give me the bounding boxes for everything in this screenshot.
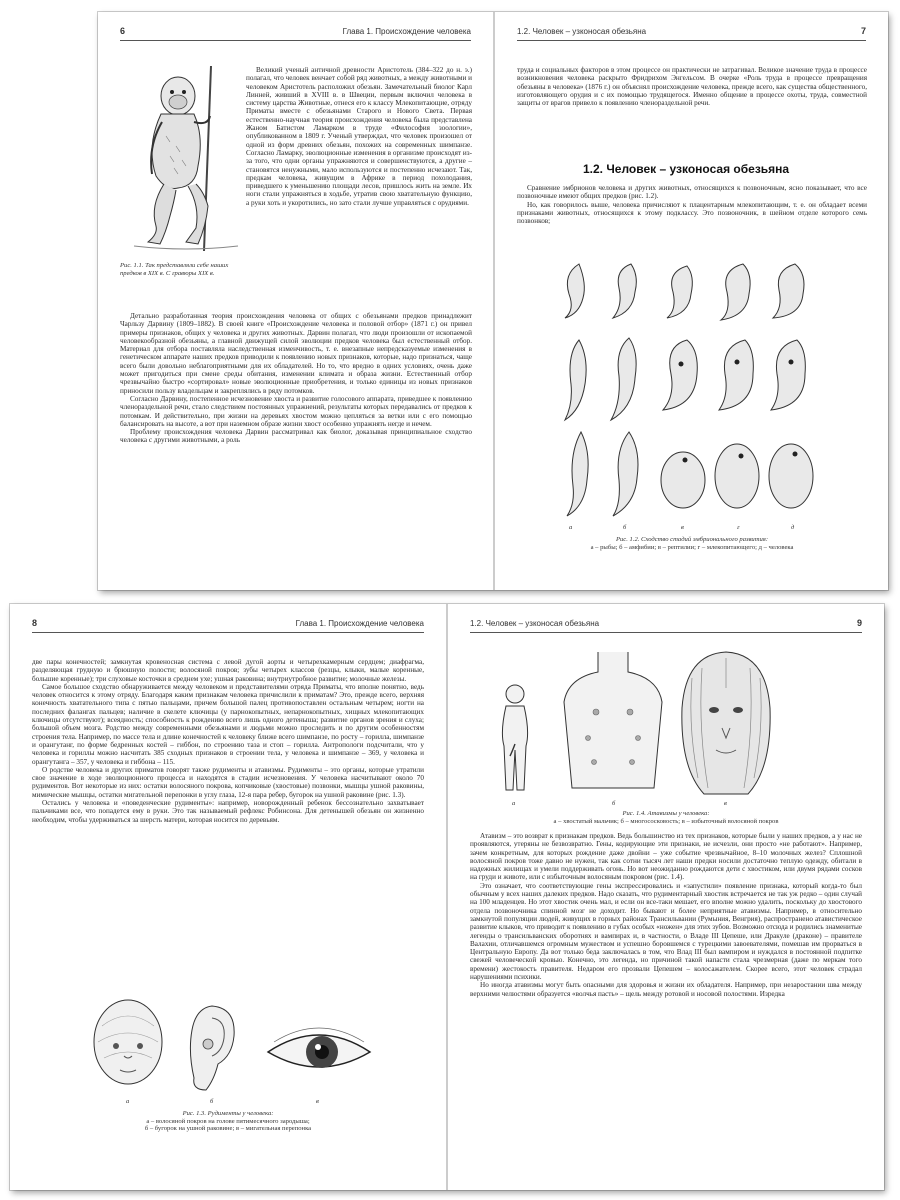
fig4-label-b: б <box>612 800 616 807</box>
page6-paragraph-1: Великий ученый античной древности Аристотель (384–322 до н. э.) полагал, что человек венчает собой ряд животных, а между животными и человеком Аристотель расположил обезьян. Замечательный биолог Карл Линней, живший в XVIII в. в Швеции, первым включил человека в систему царства Животные, отнеся его к классу Млекопитающие, отряду Приматы вместе с обезьянами Старого и Нового Света. Первая естественно-научная теория происхождения человека была представлена Жаном Батистом Ламарком в труде «Философия зоологии», опубликованном в 1809 г. Ученый утверждал, что человек произошел от одной из форм древних обезьян, похожих на современных шимпанзе. Согласно Ламарку, эволюционные изменения в организме происходят из-за того, что одни органы упражняются и совершенствуются, а другие – становятся ненужными, мало используются и постепенно исчезают. Так, предкам человека, живущим в Африке в период похолодания, приведшего к уменьшению площади лесов, пришлось жить на земле. Их ноги стали упражняться в ходьбе, утратив свою хватательную функцию, а руки хоть и укоротились, но зато стали лучше управляться с орудиями. <box>246 66 472 207</box>
book-spread-pages-6-7 <box>98 12 888 590</box>
fig2-label-g: г <box>737 524 740 531</box>
page-8 <box>10 604 446 1190</box>
fig2-label-v: в <box>681 524 684 531</box>
page-header <box>120 26 471 41</box>
paragraph: две пары конечностей; замкнутая кровеносная система с левой дугой аорты и четырехкамерным сердцем; диафрагма, разделяющая грудную и брюшную полости; волосяной покров; зубы четырех классов (резцы, клыки, малые коренные, большие коренные); три слуховые косточки в среднем ухе; ушная раковина; внутриутробное развитие; молочные железы. <box>32 658 424 683</box>
paragraph: Но иногда атавизмы могут быть опасными для здоровья и жизни их обладателя. Например, при незаростании шва между верхними челюстями образуется «волчья пасть» – щель между ротовой и носовой полостями. Изредка <box>470 981 862 998</box>
fig2-caption: Рис. 1.2. Сходство стадий эмбрионального развития: а – рыбы; б – амфибии; в – рептилии; г – млекопитающего; д – человека <box>590 536 794 551</box>
paragraph: Остались у человека и «поведенческие рудименты»: например, новорожденный ребенок бессознательно захватывает пальчиками все, что попадется ему в руки. Это так называемый рефлекс Робинсона. Для детенышей обезьян он жизненно необходим, чтобы удерживаться за шерсть матери, которая носится по деревьям. <box>32 799 424 824</box>
paragraph: Самое большое сходство обнаруживается между человеком и представителями отряда Приматы, что вполне понятно, ведь человек относится к этому отряду. Благодаря каким признакам человека причислили к приматам? Это, прежде всего, верхняя конечность хватательного типа с пятью пальцами, причем большой палец противопоставлен остальным четырем; ногти на последних фалангах пальцев; наличие в скелете ключицы (у парнокопытных, непарнокопытных, хищных млекопитающих ключицы отсутствуют); всеядность; способность к рождению всего лишь одного детеныша; развитие органов зрения и слуха; большой объем мозга. Родство между современными обезьянами и людьми можно проследить и по другим особенностям строения тела. Например, по массе тела и длине конечностей к человеку ближе всего шимпанзе, по росту – горилла, шимпанзе и орангутанг, по форме бедренных костей – гиббон, по строению таза и стоп – горилла. Антропологи подсчитали, что у человека и гориллы можно насчитать 385 сходных признаков в строении тела, у человека и шимпанзе – 369, у человека и орангутанга – 357, у человека и гиббона – 115. <box>32 682 424 766</box>
page-header <box>32 618 424 633</box>
fig3-caption: Рис. 1.3. Рудименты у человека: а – волосяной покров на голове пятимесячного зародыша; б – бугорок на ушной раковине; в – мигательная перепонка <box>144 1110 312 1133</box>
book-spread-pages-8-9 <box>10 604 884 1190</box>
page-7 <box>495 12 888 590</box>
section-heading: 1.2. Человек – узконосая обезьяна <box>583 162 790 176</box>
page-header <box>470 618 862 633</box>
paragraph: Атавизм – это возврат к признакам предков. Ведь большинство из тех признаков, которые были у наших предков, а у нас не проявляются, утеряны не безвозвратно. Гены, кодирующие эти признаки, не исчезли, они просто «не работают». Например, зачем конкретным, для которых рождение даже двойни – уже событие чрезвычайное, 8–10 молочных желез? Сплошной волосяной покров тоже давно не нужен, так как сотни тысяч лет наши предки носили достаточно теплую одежду, обитали в надежных жилищах и умели поддерживать огонь. Но вот неожиданно рождаются дети с хвостиком, или двумя рядами сосков на груди и животе, или с избыточным волосяным покровом (рис. 1.4). <box>470 832 862 882</box>
running-head: 1.2. Человек – узконосая обезьяна <box>470 619 600 628</box>
page-9 <box>448 604 884 1190</box>
fig1-caption: Рис. 1.1. Так представляли себе наших предков в XIX в. С гравюры XIX в. <box>120 262 229 277</box>
page7-paragraph-1: труда и социальных факторов в этом процессе он практически не затрагивал. Великое значение труда в процессе возникновения человека раскрыто Фридрихом Энгельсом. В очерке «Роль труда в процессе превращения обезьяны в человека» (1876 г.) он объяснял происхождение человека, прежде всего, как существа общественного, изготовляющего орудия и с их помощью трудящегося. Именно общение в процессе охоты, труда, совместной защиты от врагов привело к появлению членораздельной речи. <box>517 66 867 108</box>
fig2-label-a: а <box>569 524 573 531</box>
fig3-label-a: а <box>126 1098 130 1105</box>
paragraph: Детально разработанная теория происхождения человека от общих с обезьянами предков принадлежит Чарльзу Дарвину (1809–1882). В своей книге «Происхождение человека и половой отбор» (1871 г.) он привел примеры признаков, общих у человека и других животных. Дарвин полагал, что люди произошли от ископаемой человекообразной обезьяны, а главной движущей силой эволюции предков человека был естественный отбор. Материал для отбора поставляла наследственная изменчивость, т. е. внезапные непредсказуемые изменения в генетическом аппарате наших предков приводили к появлению новых признаков, которые, надо признаться, чаще всего были довольно неблагоприятными для их обладателей. Но то, что вредно в одних условиях, очень даже может пригодиться при смене среды обитания, изменении климата и образа жизни. Естественный отбор чрезвычайно быстро «сортировал» новые эволюционные приобретения, и только единицы из новых признаков приносили пользу владельцам и закреплялись в ряду потомков. <box>120 312 472 395</box>
page6-body <box>120 312 472 574</box>
fig4-caption: Рис. 1.4. Атавизмы у человека: а – хвостатый мальчик; б – многососковость; в – избыточный волосяной покров <box>553 810 779 825</box>
paragraph: Это означает, что соответствующие гены экспрессировались и «запустили» появление признака, который когда-то был обычным у всех наших далеких предков. Надо сказать, что рудиментарный хвостик встречается не так уж редко – один случай на 100 младенцев. Но этот хвостик очень мал, и если он все-таки мешает, его вполне можно удалить, поскольку до хвостового отдела позвоночника спинной мозг не доходит. Но бывают и более неприятные атавизмы. Например, в относительно замкнутой популяции людей, живущих в горных районах Трансильвании (Румыния, Венгрия), распространено атавистическое развитие клыков, что приводит к появлению в губах особых «ножен» для этих зубов. Возможно отсюда и родились знаменитые легенды о трансильванских оборотнях и вампирах и, в частности, о Владе III Цепеше, или Дракуле (драконе) – правителе Валахии, отличавшемся огромным мужеством и успешно боровшемся с турецкими завоевателями, помешав им прорваться в Центральную Европу. Да вот только беда заключалась в том, что Влад III был вампиром и нуждался в постоянной подпитке свежей человеческой кровью. Конечно, это легенда, но причиной такой напасти стала чрезмерная (даже по меркам того времени) жестокость правителя. Недаром его прозвали Цепешем – колосажателем. Скорее всего, этот человек страдал нарушениями психики. <box>470 881 862 982</box>
ape-engraving-figure <box>126 56 246 254</box>
page-number: 6 <box>120 26 126 36</box>
eye-drawing <box>264 1024 374 1078</box>
paragraph: Но, как говорилось выше, человека причисляют к плацентарным млекопитающим, т. е. он обладает всеми признаками животных, относящихся к этому подклассу. Это позвоночник, в шейном отделе которого семь позвонков; <box>517 200 867 226</box>
page-number: 7 <box>860 26 866 36</box>
page-6 <box>98 12 493 590</box>
embryo-head-drawing <box>88 996 168 1094</box>
polymastia-torso-drawing <box>558 652 668 792</box>
running-head: Глава 1. Происхождение человека <box>295 619 424 628</box>
page-number: 9 <box>856 618 862 628</box>
embryo-stages-figure <box>557 254 827 522</box>
fig3-label-b: б <box>210 1098 214 1105</box>
page9-body <box>470 832 862 1182</box>
running-head: Глава 1. Происхождение человека <box>342 27 471 36</box>
paragraph: О родстве человека и других приматов говорят также рудименты и атавизмы. Рудименты – это органы, которые утратили свое значение в ходе эволюционного процесса и находятся в стадии исчезновения. У человека насчитывают около 70 рудиментов. Вот некоторые из них: остатки волосяного покрова, копчиковые (хвостовые) позвонки, мышцы ушной раковины, мимические мышцы, остатки мигательной перепонки в углу глаза, 12-я пара ребер, бугорок на ушной раковине (рис. 1.3). <box>32 765 424 799</box>
fig3-label-v: в <box>316 1098 319 1105</box>
paragraph: Проблему происхождения человека Дарвин рассматривал как биолог, доказывая принципиальное сходство человека с другими животными, а роль <box>120 428 472 445</box>
fig2-label-b: б <box>623 524 627 531</box>
tailed-boy-drawing <box>490 682 540 794</box>
paragraph: Согласно Дарвину, постепенное исчезновение хвоста и развитие голосового аппарата, приведшее к появлению членораздельной речи, стало следствием постоянных упражнений, результаты которых передавались от предков к потомкам. И действительно, при жизни на деревьях хвостом можно цепляться за ветки или с его помощью балансировать на высоте, а вот при наземном образе жизни хвост особенно упражнять негде и нечем. <box>120 394 472 428</box>
page7-intro <box>517 184 867 252</box>
paragraph: Сравнение эмбрионов человека и других животных, относящихся к позвоночным, ясно показывает, что все позвоночные имеют общих предков (рис. 1.2). <box>517 184 867 201</box>
fig2-label-d: д <box>791 524 795 531</box>
page-number: 8 <box>32 618 38 628</box>
ear-drawing <box>182 1002 240 1094</box>
page8-body <box>32 658 424 978</box>
hairy-face-drawing <box>678 648 774 798</box>
fig4-label-v: в <box>724 800 727 807</box>
fig4-label-a: а <box>512 800 516 807</box>
page-header <box>517 26 866 41</box>
running-head: 1.2. Человек – узконосая обезьяна <box>517 27 647 36</box>
